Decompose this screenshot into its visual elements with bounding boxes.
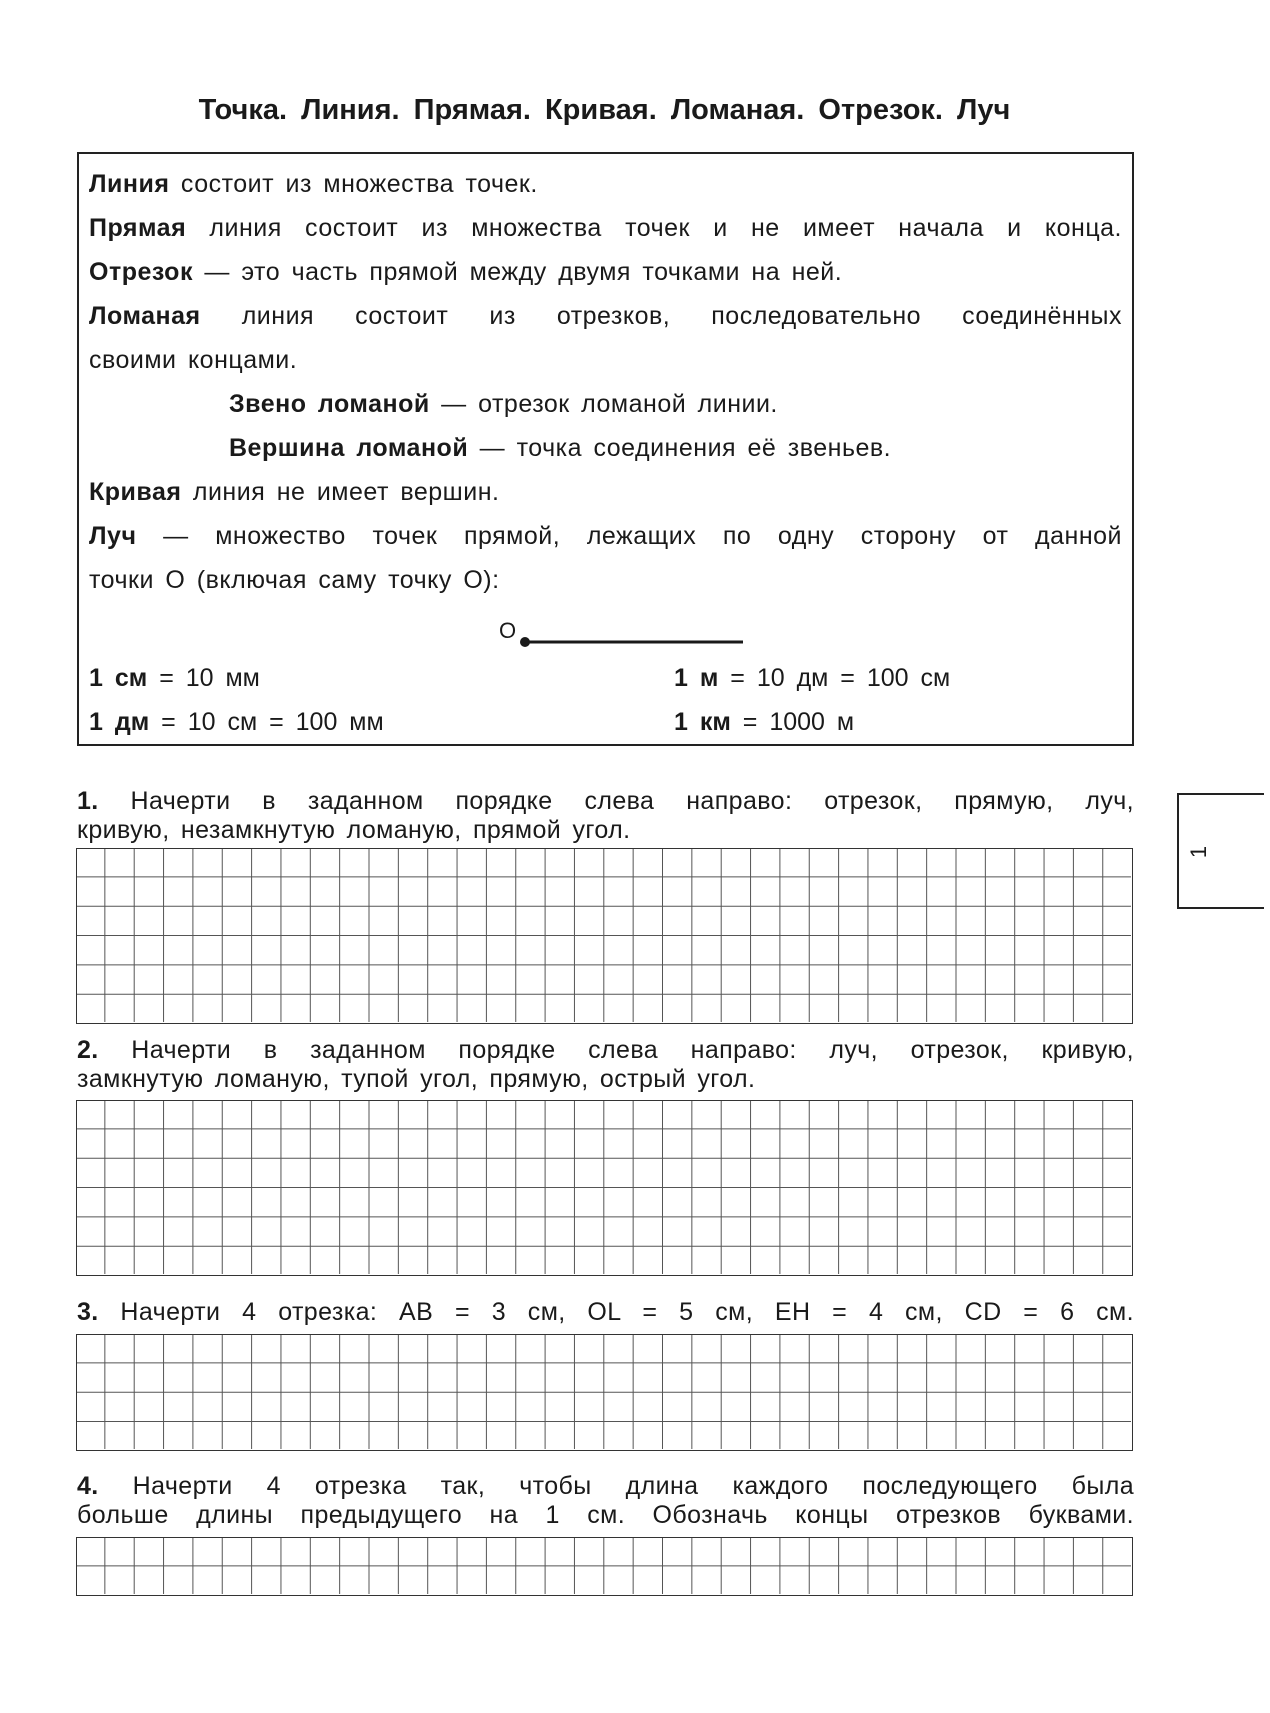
definition-ray-cont: точки O (включая саму точку O): xyxy=(89,566,500,594)
task-2-line-1 xyxy=(77,1036,1134,1065)
unit-term: 1 м xyxy=(674,664,719,692)
task-4-line-1 xyxy=(77,1472,1134,1501)
unit-dm xyxy=(89,708,384,737)
definition-text: линия не имеет вершин. xyxy=(181,478,500,506)
task-4-line-2: больше длины предыдущего на 1 см. Обозначь концы отрезков буквами. xyxy=(77,1501,1134,1529)
task-number: 4. xyxy=(77,1472,99,1500)
definition-text: линия состоит из отрезков, последовательно соединённых xyxy=(200,302,1122,330)
term: Луч xyxy=(89,522,137,550)
unit-term: 1 см xyxy=(89,664,148,692)
task-2-grid[interactable] xyxy=(76,1100,1133,1276)
grid-lines xyxy=(77,1538,1131,1594)
unit-term: 1 дм xyxy=(89,708,150,736)
definition-text: — отрезок ломаной линии. xyxy=(429,390,778,418)
page-title: Точка. Линия. Прямая. Кривая. Ломаная. Отрезок. Луч xyxy=(198,94,1011,126)
term: Кривая xyxy=(89,478,182,506)
definitions-box xyxy=(77,152,1134,746)
definition-text: — это часть прямой между двумя точками на ней. xyxy=(192,258,843,286)
definition-text: состоит из множества точек. xyxy=(169,170,538,198)
task-number: 1. xyxy=(77,787,99,815)
grid-lines xyxy=(77,1335,1131,1449)
term: Прямая xyxy=(89,214,187,242)
task-1-line-2: кривую, незамкнутую ломаную, прямой угол. xyxy=(77,816,631,844)
task-1-grid[interactable] xyxy=(76,848,1133,1024)
page-side-tab xyxy=(1177,793,1264,909)
term: Отрезок xyxy=(89,258,193,286)
ray-illustration xyxy=(79,154,1136,748)
task-number: 2. xyxy=(77,1036,99,1064)
definition-polyline-cont: своими концами. xyxy=(89,346,298,374)
task-3-grid[interactable] xyxy=(76,1334,1133,1451)
task-1-line-1 xyxy=(77,787,1134,816)
unit-value: = 10 дм = 100 см xyxy=(718,664,951,692)
term: Вершина ломаной xyxy=(229,434,469,462)
definition-text: линия состоит из множества точек и не имеет начала и конца. xyxy=(186,214,1122,242)
unit-m xyxy=(674,664,950,693)
grid-lines xyxy=(77,849,1131,1022)
task-text: Начерти в заданном порядке слева направо: луч, отрезок, кривую, xyxy=(98,1036,1134,1064)
unit-term: 1 км xyxy=(674,708,731,736)
task-4-grid[interactable] xyxy=(76,1537,1133,1596)
side-tab-number: 1 xyxy=(1186,845,1212,859)
grid-lines xyxy=(77,1101,1131,1274)
term: Линия xyxy=(89,170,170,198)
task-number: 3. xyxy=(77,1298,99,1326)
definition-text: — точка соединения её звеньев. xyxy=(468,434,892,462)
unit-value: = 10 мм xyxy=(147,664,260,692)
task-text: Начерти 4 отрезка так, чтобы длина каждого последующего была xyxy=(98,1472,1134,1500)
unit-km xyxy=(674,708,854,737)
term: Звено ломаной xyxy=(229,390,430,418)
task-2-line-2: замкнутую ломаную, тупой угол, прямую, острый угол. xyxy=(77,1065,756,1093)
unit-value: = 10 см = 100 мм xyxy=(149,708,384,736)
unit-value: = 1000 м xyxy=(730,708,855,736)
term: Ломаная xyxy=(89,302,201,330)
definition-text: — множество точек прямой, лежащих по одну сторону от данной xyxy=(136,522,1122,550)
task-3-line-1 xyxy=(77,1298,1134,1327)
unit-cm xyxy=(89,664,260,693)
ray-origin-label: O xyxy=(499,618,517,643)
task-text: Начерти в заданном порядке слева направо: отрезок, прямую, луч, xyxy=(98,787,1134,815)
task-text: Начерти 4 отрезка: AB = 3 см, OL = 5 см, EH = 4 см, CD = 6 см. xyxy=(98,1298,1134,1326)
